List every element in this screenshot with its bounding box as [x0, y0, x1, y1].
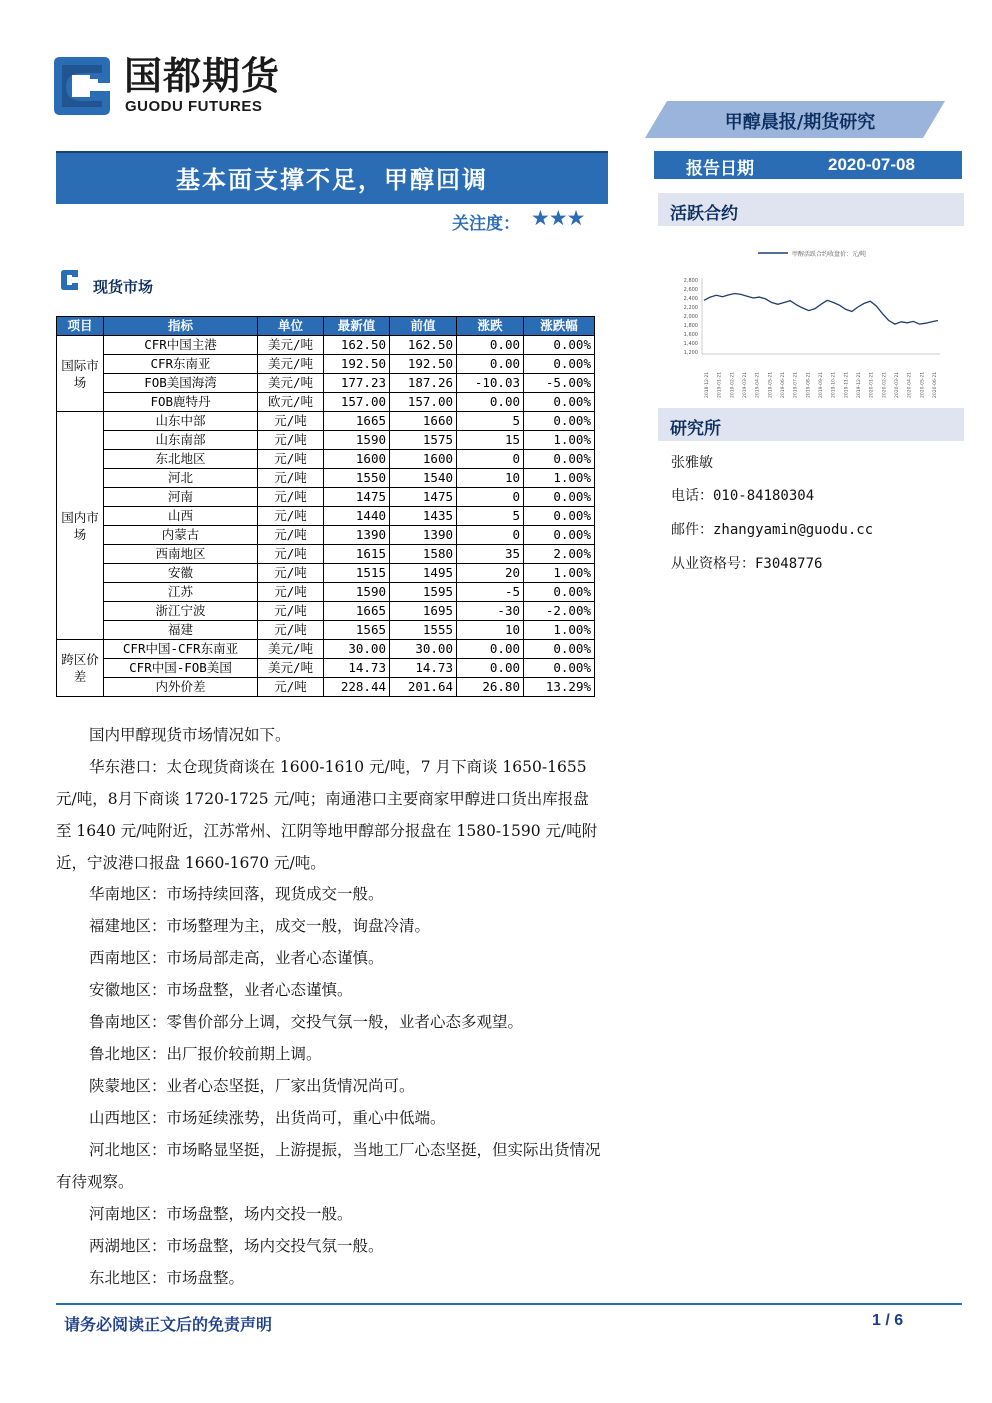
value-cell: 26.80: [457, 678, 524, 697]
group-label: 国际市场: [57, 336, 104, 412]
value-cell: 1495: [390, 564, 457, 583]
indicator-cell: 安徽: [104, 564, 258, 583]
value-cell: 0.00: [457, 640, 524, 659]
value-cell: 1.00%: [524, 469, 595, 488]
chart-x-tick: 2018-12-21: [705, 371, 710, 398]
analyst-name: 张雅敏: [671, 455, 713, 471]
spot-market-table: [56, 316, 595, 697]
body-paragraph: 华南地区：市场持续回落，现货成交一般。: [89, 885, 384, 903]
chart-y-tick: 1,200: [683, 350, 698, 356]
value-cell: 1565: [324, 621, 390, 640]
value-cell: 10: [457, 621, 524, 640]
indicator-cell: 浙江宁波: [104, 602, 258, 621]
attention-label: 关注度：: [452, 214, 520, 234]
value-cell: 1665: [324, 412, 390, 431]
value-cell: 0.00%: [524, 507, 595, 526]
chart-legend: 甲醇活跃合约收盘价：元/吨: [792, 251, 867, 258]
report-date-label: 报告日期: [686, 159, 754, 179]
value-cell: 1475: [390, 488, 457, 507]
chart-series-line: [704, 294, 938, 325]
group-label: 跨区价差: [57, 640, 104, 697]
value-cell: 1590: [324, 431, 390, 450]
value-cell: 0.00: [457, 355, 524, 374]
value-cell: 美元/吨: [258, 640, 324, 659]
table-row: [57, 450, 595, 469]
value-cell: 元/吨: [258, 545, 324, 564]
value-cell: 元/吨: [258, 564, 324, 583]
value-cell: 1615: [324, 545, 390, 564]
value-cell: 1.00%: [524, 621, 595, 640]
value-cell: 0: [457, 488, 524, 507]
value-cell: -5.00%: [524, 374, 595, 393]
page-number: 1 / 6: [872, 1312, 904, 1329]
value-cell: 1575: [390, 431, 457, 450]
value-cell: 美元/吨: [258, 336, 324, 355]
value-cell: 元/吨: [258, 469, 324, 488]
chart-x-tick: 2019-01-21: [717, 371, 723, 398]
value-cell: 14.73: [324, 659, 390, 678]
value-cell: 5: [457, 412, 524, 431]
value-cell: 157.00: [324, 393, 390, 412]
chart-x-tick: 2020-01-21: [869, 371, 875, 398]
chart-y-tick: 2,800: [683, 278, 698, 284]
footer-divider: [56, 1303, 962, 1305]
column-header: 涨跌: [457, 317, 524, 336]
value-cell: 162.50: [324, 336, 390, 355]
value-cell: 元/吨: [258, 488, 324, 507]
value-cell: 1695: [390, 602, 457, 621]
chart-x-tick: 2019-05-21: [768, 371, 774, 398]
logo-chinese-text: 国都期货: [124, 54, 281, 98]
value-cell: 元/吨: [258, 621, 324, 640]
value-cell: 1600: [390, 450, 457, 469]
value-cell: 30.00: [390, 640, 457, 659]
analyst-email: 邮件：zhangyamin@guodu.cc: [671, 522, 874, 538]
table-row: [57, 621, 595, 640]
value-cell: 1550: [324, 469, 390, 488]
value-cell: 美元/吨: [258, 659, 324, 678]
chart-x-tick: 2019-10-21: [831, 371, 837, 398]
chart-y-tick: 2,200: [683, 305, 698, 311]
report-type-label: 甲醇晨报/期货研究: [724, 112, 876, 133]
chart-x-tick: 2020-04-21: [907, 371, 913, 398]
indicator-cell: FOB美国海湾: [104, 374, 258, 393]
chart-y-tick: 2,600: [683, 287, 698, 293]
table-row: [57, 659, 595, 678]
indicator-cell: CFR中国-FOB美国: [104, 659, 258, 678]
value-cell: 1390: [390, 526, 457, 545]
value-cell: 1580: [390, 545, 457, 564]
table-row: [57, 469, 595, 488]
active-contract-label: 活跃合约: [670, 204, 738, 224]
body-paragraph: 鲁南地区：零售价部分上调，交投气氛一般，业者心态多观望。: [89, 1013, 524, 1031]
report-title: 基本面支撑不足，甲醇回调: [176, 165, 488, 194]
attention-stars: ★★★: [531, 206, 585, 230]
body-paragraph: 两湖地区：市场盘整，场内交投气氛一般。: [89, 1237, 384, 1255]
value-cell: -5: [457, 583, 524, 602]
indicator-cell: 山西: [104, 507, 258, 526]
footer-disclaimer: 请务必阅读正文后的免责声明: [64, 1315, 273, 1334]
value-cell: 元/吨: [258, 526, 324, 545]
chart-x-tick: 2019-12-21: [857, 371, 862, 398]
value-cell: 14.73: [390, 659, 457, 678]
value-cell: 15: [457, 431, 524, 450]
value-cell: 元/吨: [258, 507, 324, 526]
value-cell: 0.00%: [524, 583, 595, 602]
value-cell: 0.00%: [524, 450, 595, 469]
value-cell: 1600: [324, 450, 390, 469]
indicator-cell: 西南地区: [104, 545, 258, 564]
chart-x-tick: 2020-02-21: [882, 371, 888, 398]
guodu-logo-icon: [52, 53, 112, 119]
value-cell: 35: [457, 545, 524, 564]
body-paragraph: 东北地区：市场盘整。: [89, 1269, 245, 1287]
value-cell: 5: [457, 507, 524, 526]
value-cell: 1540: [390, 469, 457, 488]
value-cell: 20: [457, 564, 524, 583]
indicator-cell: 山东中部: [104, 412, 258, 431]
value-cell: 欧元/吨: [258, 393, 324, 412]
report-date-value: 2020-07-08: [828, 155, 915, 174]
indicator-cell: 东北地区: [104, 450, 258, 469]
chart-x-tick: 2019-06-21: [781, 371, 786, 398]
value-cell: 0.00%: [524, 640, 595, 659]
value-cell: 1515: [324, 564, 390, 583]
column-header: 涨跌幅: [524, 317, 595, 336]
value-cell: 1440: [324, 507, 390, 526]
chart-y-tick: 1,600: [683, 332, 698, 338]
table-row: [57, 602, 595, 621]
chart-y-tick: 1,800: [683, 323, 698, 329]
value-cell: 13.29%: [524, 678, 595, 697]
value-cell: 187.26: [390, 374, 457, 393]
chart-x-tick: 2019-02-21: [730, 371, 736, 398]
value-cell: 元/吨: [258, 602, 324, 621]
value-cell: 0: [457, 526, 524, 545]
table-row: [57, 640, 595, 659]
chart-y-tick: 2,400: [683, 296, 698, 302]
indicator-cell: 江苏: [104, 583, 258, 602]
body-paragraph: 福建地区：市场整理为主，成交一般，询盘冷清。: [89, 917, 431, 935]
value-cell: 1595: [390, 583, 457, 602]
column-header: 指标: [104, 317, 258, 336]
value-cell: 0.00: [457, 336, 524, 355]
body-paragraph: 西南地区：市场局部走高，业者心态谨慎。: [89, 949, 384, 967]
indicator-cell: 内蒙古: [104, 526, 258, 545]
chart-x-tick: 2019-07-21: [793, 371, 799, 398]
spot-market-section-title: 现货市场: [93, 278, 154, 296]
chart-x-tick: 2020-06-21: [933, 371, 938, 398]
value-cell: 元/吨: [258, 412, 324, 431]
value-cell: 0: [457, 450, 524, 469]
value-cell: 177.23: [324, 374, 390, 393]
value-cell: 元/吨: [258, 450, 324, 469]
table-row: [57, 355, 595, 374]
column-header: 单位: [258, 317, 324, 336]
indicator-cell: CFR东南亚: [104, 355, 258, 374]
chart-x-tick: 2019-09-21: [819, 371, 824, 398]
logo-english-text: GUODU FUTURES: [125, 98, 263, 115]
value-cell: 0.00%: [524, 659, 595, 678]
table-row: [57, 526, 595, 545]
table-row: [57, 393, 595, 412]
body-paragraph: 安徽地区：市场盘整，业者心态谨慎。: [89, 981, 353, 999]
value-cell: 1390: [324, 526, 390, 545]
table-row: [57, 583, 595, 602]
value-cell: -10.03: [457, 374, 524, 393]
indicator-cell: 内外价差: [104, 678, 258, 697]
indicator-cell: FOB鹿特丹: [104, 393, 258, 412]
active-contract-header: [658, 193, 964, 226]
value-cell: 1435: [390, 507, 457, 526]
body-paragraph: 陕蒙地区：业者心态坚挺，厂家出货情况尚可。: [89, 1077, 415, 1095]
value-cell: 2.00%: [524, 545, 595, 564]
table-row: [57, 374, 595, 393]
value-cell: 228.44: [324, 678, 390, 697]
table-row: [57, 412, 595, 431]
value-cell: 0.00%: [524, 355, 595, 374]
table-header-row: [57, 317, 595, 336]
value-cell: -30: [457, 602, 524, 621]
indicator-cell: 河北: [104, 469, 258, 488]
value-cell: 192.50: [390, 355, 457, 374]
indicator-cell: 福建: [104, 621, 258, 640]
table-row: [57, 336, 595, 355]
chart-x-tick: 2020-05-21: [920, 371, 926, 398]
analyst-license: 从业资格号：F3048776: [671, 556, 823, 572]
body-paragraph: 河南地区：市场盘整，场内交投一般。: [89, 1205, 353, 1223]
institute-header: [658, 408, 964, 441]
value-cell: 192.50: [324, 355, 390, 374]
value-cell: 1555: [390, 621, 457, 640]
column-header: 最新值: [324, 317, 390, 336]
value-cell: 元/吨: [258, 583, 324, 602]
value-cell: 0.00%: [524, 336, 595, 355]
column-header: 前值: [390, 317, 457, 336]
table-row: [57, 564, 595, 583]
value-cell: 1475: [324, 488, 390, 507]
chart-x-tick: 2019-03-21: [743, 371, 748, 398]
body-paragraph: 华东港口：太仓现货商谈在 1600-1610 元/吨，7 月下商谈 1650-1655 元/吨，8月下商谈 1720-1725 元/吨；南通港口主要商家甲醇进口货出库报盘至 1640 元/吨附近，江苏常州、江阴等地甲醇部分报盘在 1580-1590 元/吨附近，宁波港口报盘 1660-1670 元/吨。: [56, 758, 598, 872]
value-cell: 1.00%: [524, 431, 595, 450]
value-cell: 0.00: [457, 659, 524, 678]
chart-x-tick: 2019-08-21: [806, 371, 812, 398]
group-label: 国内市场: [57, 412, 104, 640]
body-paragraph: 河北地区：市场略显坚挺，上游提振，当地工厂心态坚挺，但实际出货情况有待观察。: [56, 1141, 601, 1191]
column-header: 项目: [57, 317, 104, 336]
body-paragraph: 山西地区：市场延续涨势，出货尚可，重心中低端。: [89, 1109, 446, 1127]
value-cell: 元/吨: [258, 678, 324, 697]
value-cell: 0.00%: [524, 412, 595, 431]
value-cell: 0.00: [457, 393, 524, 412]
value-cell: 30.00: [324, 640, 390, 659]
value-cell: 1590: [324, 583, 390, 602]
value-cell: 1.00%: [524, 564, 595, 583]
chart-x-tick: 2020-03-21: [895, 371, 900, 398]
value-cell: 美元/吨: [258, 355, 324, 374]
section-logo-icon: [60, 269, 80, 291]
chart-x-tick: 2019-11-21: [844, 371, 850, 398]
table-row: [57, 431, 595, 450]
indicator-cell: CFR中国-CFR东南亚: [104, 640, 258, 659]
value-cell: -2.00%: [524, 602, 595, 621]
body-paragraph: 国内甲醇现货市场情况如下。: [89, 726, 291, 744]
indicator-cell: CFR中国主港: [104, 336, 258, 355]
value-cell: 10: [457, 469, 524, 488]
institute-label: 研究所: [670, 419, 721, 439]
value-cell: 162.50: [390, 336, 457, 355]
value-cell: 0.00%: [524, 526, 595, 545]
value-cell: 1660: [390, 412, 457, 431]
value-cell: 1665: [324, 602, 390, 621]
analyst-phone: 电话：010-84180304: [671, 488, 815, 504]
chart-x-tick: 2019-04-21: [755, 371, 761, 398]
value-cell: 201.64: [390, 678, 457, 697]
body-paragraph: 鲁北地区：出厂报价较前期上调。: [89, 1045, 322, 1063]
value-cell: 0.00%: [524, 488, 595, 507]
value-cell: 157.00: [390, 393, 457, 412]
table-row: [57, 545, 595, 564]
table-row: [57, 678, 595, 697]
chart-y-tick: 1,400: [683, 341, 698, 347]
value-cell: 0.00%: [524, 393, 595, 412]
value-cell: 元/吨: [258, 431, 324, 450]
table-row: [57, 507, 595, 526]
active-contract-chart: [672, 244, 962, 402]
indicator-cell: 山东南部: [104, 431, 258, 450]
indicator-cell: 河南: [104, 488, 258, 507]
chart-y-tick: 2,000: [683, 314, 698, 320]
value-cell: 美元/吨: [258, 374, 324, 393]
table-row: [57, 488, 595, 507]
